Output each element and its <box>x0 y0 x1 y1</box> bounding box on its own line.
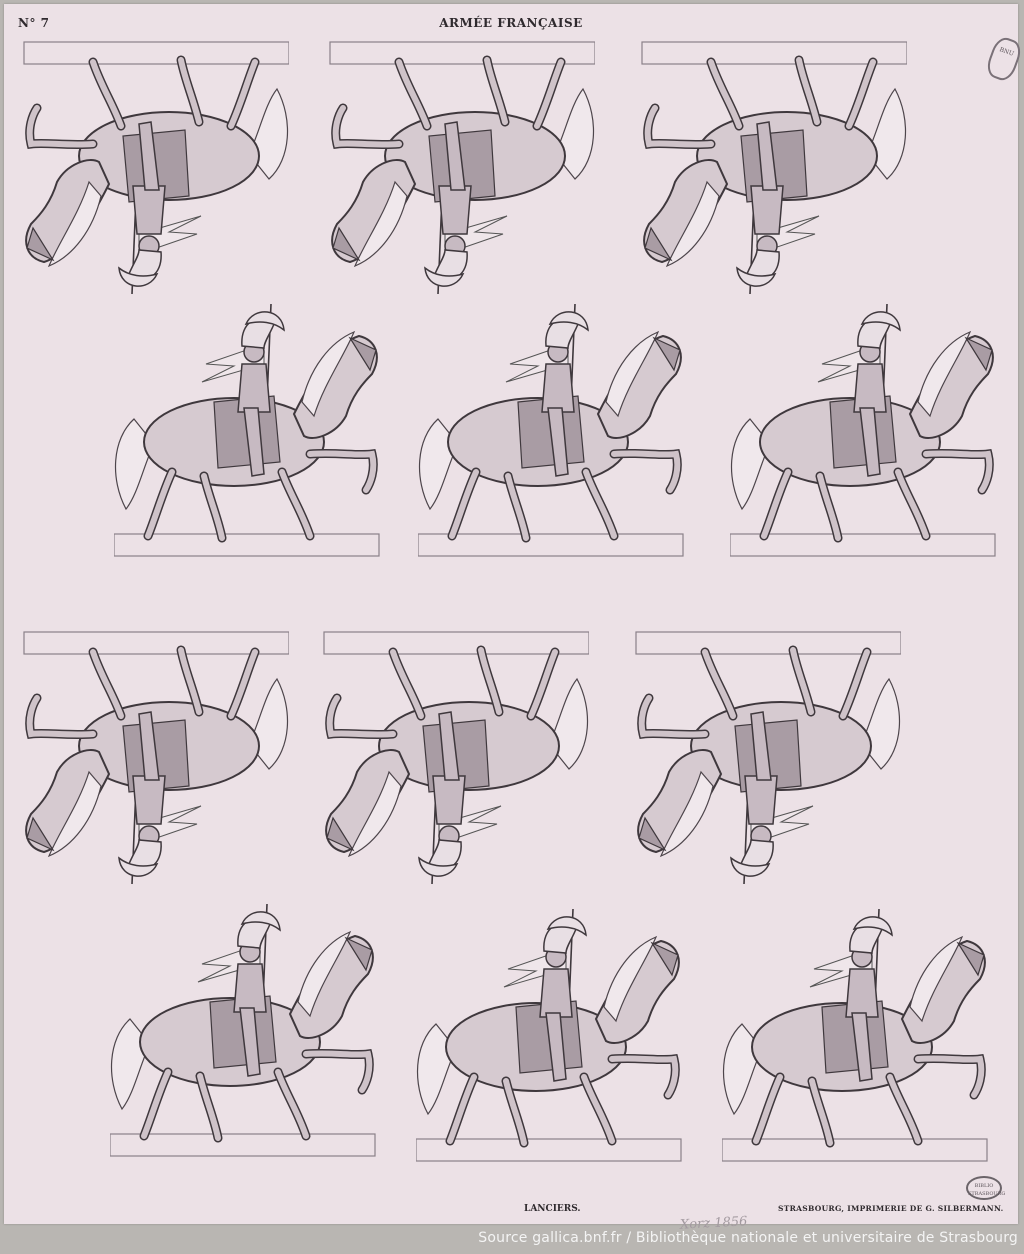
printer-credit: STRASBOURG, IMPRIMERIE DE G. SILBERMANN. <box>778 1204 1004 1213</box>
lancer-figure <box>110 904 385 1164</box>
plate-number: N° 7 <box>18 16 50 30</box>
lancer-figure-inverted <box>632 34 907 294</box>
pencil-note: Xorz 1856 <box>679 1214 748 1233</box>
lancer-figure <box>416 909 691 1169</box>
lancer-figure <box>418 304 693 564</box>
lancer-figure-inverted <box>14 624 289 884</box>
lancer-figure <box>114 304 389 564</box>
plate-caption: LANCIERS. <box>524 1204 581 1214</box>
print-sheet <box>4 4 1018 1233</box>
lancer-figure-inverted <box>626 624 901 884</box>
lancer-figure <box>722 909 997 1169</box>
lancer-figure <box>730 304 1005 564</box>
library-stamp-bottom: BIBLIO STRASBOURG <box>966 1176 1002 1200</box>
library-stamp: BNU <box>984 34 1024 83</box>
plate-title: ARMÉE FRANÇAISE <box>439 16 583 30</box>
lancer-figure-inverted <box>14 34 289 294</box>
lancer-figure-inverted <box>314 624 589 884</box>
lancer-figure-inverted <box>320 34 595 294</box>
source-credit: Source gallica.bnf.fr / Bibliothèque nationale et universitaire de Strasbourg <box>478 1230 1018 1246</box>
